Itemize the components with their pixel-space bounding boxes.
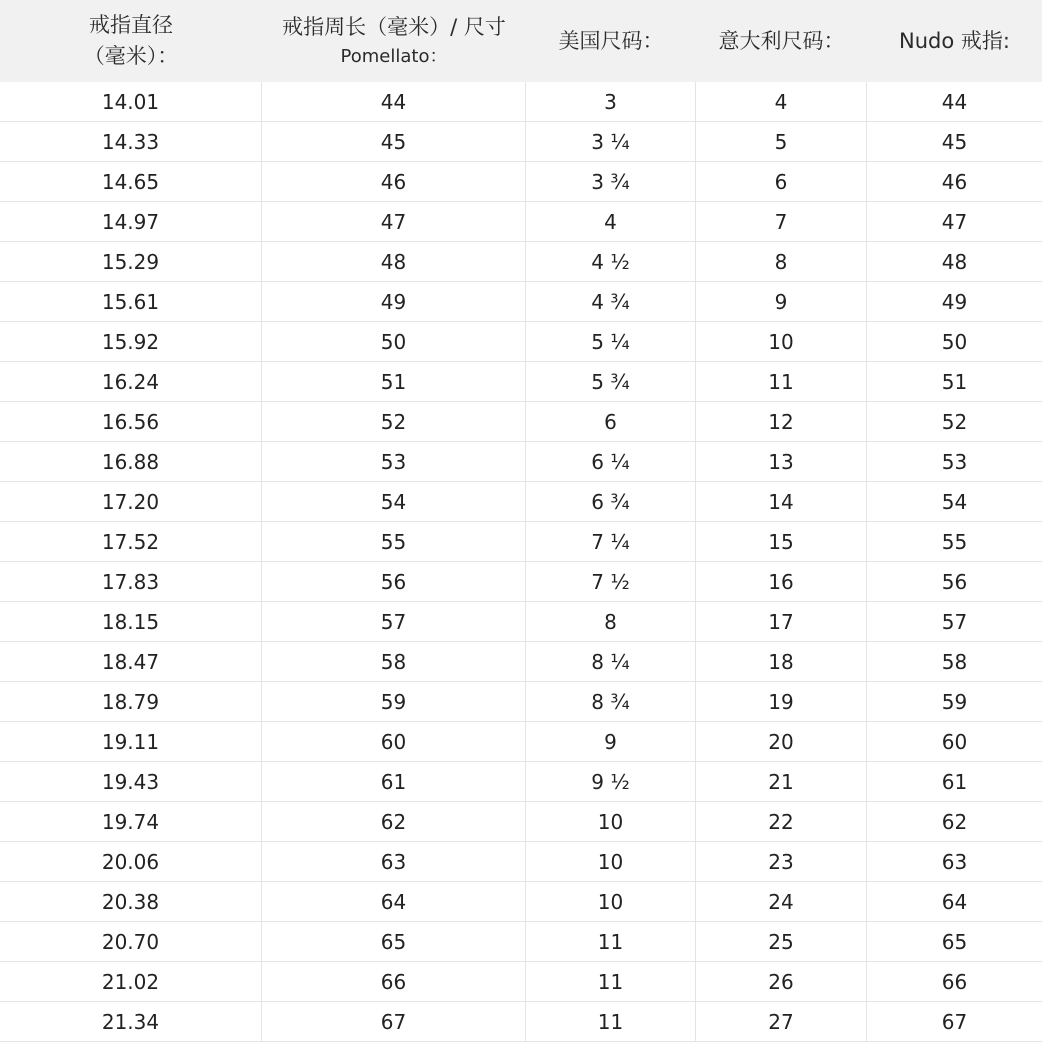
- diameter-cell: 17.83: [0, 562, 262, 601]
- italy-size-cell: 16: [696, 562, 867, 601]
- nudo-size-cell: 58: [941, 649, 968, 674]
- table-row: [0, 82, 1042, 122]
- us-size-cell: 5 ¾: [526, 362, 696, 401]
- table-row: [0, 802, 1042, 842]
- circumference-cell: 65: [262, 922, 526, 961]
- circumference-cell: 49: [262, 282, 526, 321]
- table-header: [0, 0, 1042, 82]
- table-row: [0, 562, 1042, 602]
- italy-size-cell: 20: [696, 722, 867, 761]
- circumference-cell: 45: [262, 122, 526, 161]
- us-size-cell: 10: [526, 802, 696, 841]
- header-us-size-label: 美国尺码：: [558, 28, 664, 53]
- table-row: [0, 842, 1042, 882]
- circumference-cell: 59: [262, 682, 526, 721]
- header-ring-diameter-line1: 戒指直径: [89, 13, 173, 37]
- table-row: [0, 722, 1042, 762]
- nudo-size-cell: 45: [941, 129, 968, 154]
- diameter-cell: 14.01: [0, 82, 262, 121]
- us-size-cell: 6 ¾: [526, 482, 696, 521]
- italy-size-cell: 8: [696, 242, 867, 281]
- diameter-cell: 15.29: [0, 242, 262, 281]
- circumference-cell: 57: [262, 602, 526, 641]
- us-size-cell: 11: [526, 1002, 696, 1041]
- italy-size-cell: 23: [696, 842, 867, 881]
- table-row: [0, 962, 1042, 1002]
- us-size-cell: 8: [526, 602, 696, 641]
- table-row: [0, 1002, 1042, 1042]
- circumference-cell: 55: [262, 522, 526, 561]
- circumference-cell: 67: [262, 1002, 526, 1041]
- italy-size-cell: 18: [696, 642, 867, 681]
- circumference-cell: 60: [262, 722, 526, 761]
- italy-size-cell: 6: [696, 162, 867, 201]
- circumference-cell: 61: [262, 762, 526, 801]
- nudo-size-cell: 64: [941, 889, 968, 914]
- us-size-cell: 8 ¼: [526, 642, 696, 681]
- us-size-cell: 7 ¼: [526, 522, 696, 561]
- table-row: [0, 922, 1042, 962]
- table-row: [0, 442, 1042, 482]
- diameter-cell: 19.11: [0, 722, 262, 761]
- italy-size-cell: 13: [696, 442, 867, 481]
- diameter-cell: 14.97: [0, 202, 262, 241]
- circumference-cell: 62: [262, 802, 526, 841]
- italy-size-cell: 22: [696, 802, 867, 841]
- nudo-size-cell: 65: [941, 929, 968, 954]
- diameter-cell: 17.20: [0, 482, 262, 521]
- italy-size-cell: 24: [696, 882, 867, 921]
- italy-size-cell: 10: [696, 322, 867, 361]
- nudo-size-cell: 59: [941, 689, 968, 714]
- us-size-cell: 4 ½: [526, 242, 696, 281]
- nudo-size-cell: 51: [941, 369, 968, 394]
- nudo-size-cell: 53: [941, 449, 968, 474]
- diameter-cell: 20.38: [0, 882, 262, 921]
- table-row: [0, 602, 1042, 642]
- circumference-cell: 47: [262, 202, 526, 241]
- italy-size-cell: 14: [696, 482, 867, 521]
- nudo-size-cell: 50: [941, 329, 968, 354]
- table-row: [0, 322, 1042, 362]
- table-row: [0, 242, 1042, 282]
- italy-size-cell: 27: [696, 1002, 867, 1041]
- nudo-size-cell: 56: [941, 569, 968, 594]
- table-row: [0, 162, 1042, 202]
- italy-size-cell: 4: [696, 82, 867, 121]
- circumference-cell: 64: [262, 882, 526, 921]
- italy-size-cell: 25: [696, 922, 867, 961]
- us-size-cell: 3 ¼: [526, 122, 696, 161]
- italy-size-cell: 21: [696, 762, 867, 801]
- table-row: [0, 402, 1042, 442]
- us-size-cell: 4: [526, 202, 696, 241]
- italy-size-cell: 26: [696, 962, 867, 1001]
- nudo-size-cell: 49: [941, 289, 968, 314]
- table-row: [0, 202, 1042, 242]
- circumference-cell: 44: [262, 82, 526, 121]
- table-row: [0, 362, 1042, 402]
- diameter-cell: 14.33: [0, 122, 262, 161]
- nudo-size-cell: 63: [941, 849, 968, 874]
- header-ring-circumference: [262, 0, 526, 82]
- diameter-cell: 19.43: [0, 762, 262, 801]
- us-size-cell: 7 ½: [526, 562, 696, 601]
- diameter-cell: 18.15: [0, 602, 262, 641]
- nudo-size-cell: 54: [941, 489, 968, 514]
- table-row: [0, 882, 1042, 922]
- circumference-cell: 51: [262, 362, 526, 401]
- nudo-size-cell: 48: [941, 249, 968, 274]
- italy-size-cell: 17: [696, 602, 867, 641]
- us-size-cell: 8 ¾: [526, 682, 696, 721]
- nudo-size-cell: 67: [941, 1009, 968, 1034]
- diameter-cell: 17.52: [0, 522, 262, 561]
- header-ring-diameter: [0, 0, 262, 82]
- table-body: [0, 82, 1042, 1042]
- nudo-size-cell: 52: [941, 409, 968, 434]
- header-ring-circumference-line1: 戒指周长（毫米）/ 尺寸: [282, 14, 506, 39]
- diameter-cell: 20.70: [0, 922, 262, 961]
- nudo-size-cell: 61: [941, 769, 968, 794]
- diameter-cell: 21.34: [0, 1002, 262, 1041]
- nudo-size-cell: 46: [941, 169, 968, 194]
- diameter-cell: 16.24: [0, 362, 262, 401]
- header-us-size: [526, 0, 696, 82]
- us-size-cell: 3: [526, 82, 696, 121]
- diameter-cell: 16.56: [0, 402, 262, 441]
- circumference-cell: 53: [262, 442, 526, 481]
- us-size-cell: 9: [526, 722, 696, 761]
- italy-size-cell: 11: [696, 362, 867, 401]
- table-row: [0, 642, 1042, 682]
- italy-size-cell: 15: [696, 522, 867, 561]
- nudo-size-cell: 57: [941, 609, 968, 634]
- table-row: [0, 522, 1042, 562]
- table-row: [0, 282, 1042, 322]
- us-size-cell: 11: [526, 962, 696, 1001]
- header-nudo-ring: [867, 0, 1042, 82]
- us-size-cell: 9 ½: [526, 762, 696, 801]
- circumference-cell: 54: [262, 482, 526, 521]
- circumference-cell: 52: [262, 402, 526, 441]
- nudo-size-cell: 60: [941, 729, 968, 754]
- us-size-cell: 3 ¾: [526, 162, 696, 201]
- nudo-size-cell: 47: [941, 209, 968, 234]
- header-ring-circumference-line2: Pomellato：: [340, 45, 448, 67]
- table-row: [0, 762, 1042, 802]
- nudo-size-cell: 62: [941, 809, 968, 834]
- nudo-size-cell: 44: [941, 89, 968, 114]
- diameter-cell: 21.02: [0, 962, 262, 1001]
- diameter-cell: 16.88: [0, 442, 262, 481]
- header-ring-diameter-line2: （毫米）：: [83, 44, 179, 68]
- circumference-cell: 58: [262, 642, 526, 681]
- italy-size-cell: 7: [696, 202, 867, 241]
- us-size-cell: 10: [526, 842, 696, 881]
- table-row: [0, 482, 1042, 522]
- circumference-cell: 66: [262, 962, 526, 1001]
- diameter-cell: 15.61: [0, 282, 262, 321]
- circumference-cell: 46: [262, 162, 526, 201]
- diameter-cell: 14.65: [0, 162, 262, 201]
- italy-size-cell: 12: [696, 402, 867, 441]
- italy-size-cell: 9: [696, 282, 867, 321]
- italy-size-cell: 19: [696, 682, 867, 721]
- diameter-cell: 18.79: [0, 682, 262, 721]
- diameter-cell: 19.74: [0, 802, 262, 841]
- table-row: [0, 122, 1042, 162]
- diameter-cell: 15.92: [0, 322, 262, 361]
- nudo-size-cell: 66: [941, 969, 968, 994]
- diameter-cell: 20.06: [0, 842, 262, 881]
- circumference-cell: 48: [262, 242, 526, 281]
- us-size-cell: 5 ¼: [526, 322, 696, 361]
- us-size-cell: 6: [526, 402, 696, 441]
- diameter-cell: 18.47: [0, 642, 262, 681]
- us-size-cell: 6 ¼: [526, 442, 696, 481]
- us-size-cell: 10: [526, 882, 696, 921]
- circumference-cell: 50: [262, 322, 526, 361]
- italy-size-cell: 5: [696, 122, 867, 161]
- nudo-size-cell: 55: [941, 529, 968, 554]
- header-nudo-ring-label: Nudo 戒指:: [899, 28, 1010, 53]
- header-italy-size: [696, 0, 867, 82]
- circumference-cell: 56: [262, 562, 526, 601]
- table-row: [0, 682, 1042, 722]
- us-size-cell: 4 ¾: [526, 282, 696, 321]
- header-italy-size-label: 意大利尺码：: [718, 28, 845, 53]
- us-size-cell: 11: [526, 922, 696, 961]
- circumference-cell: 63: [262, 842, 526, 881]
